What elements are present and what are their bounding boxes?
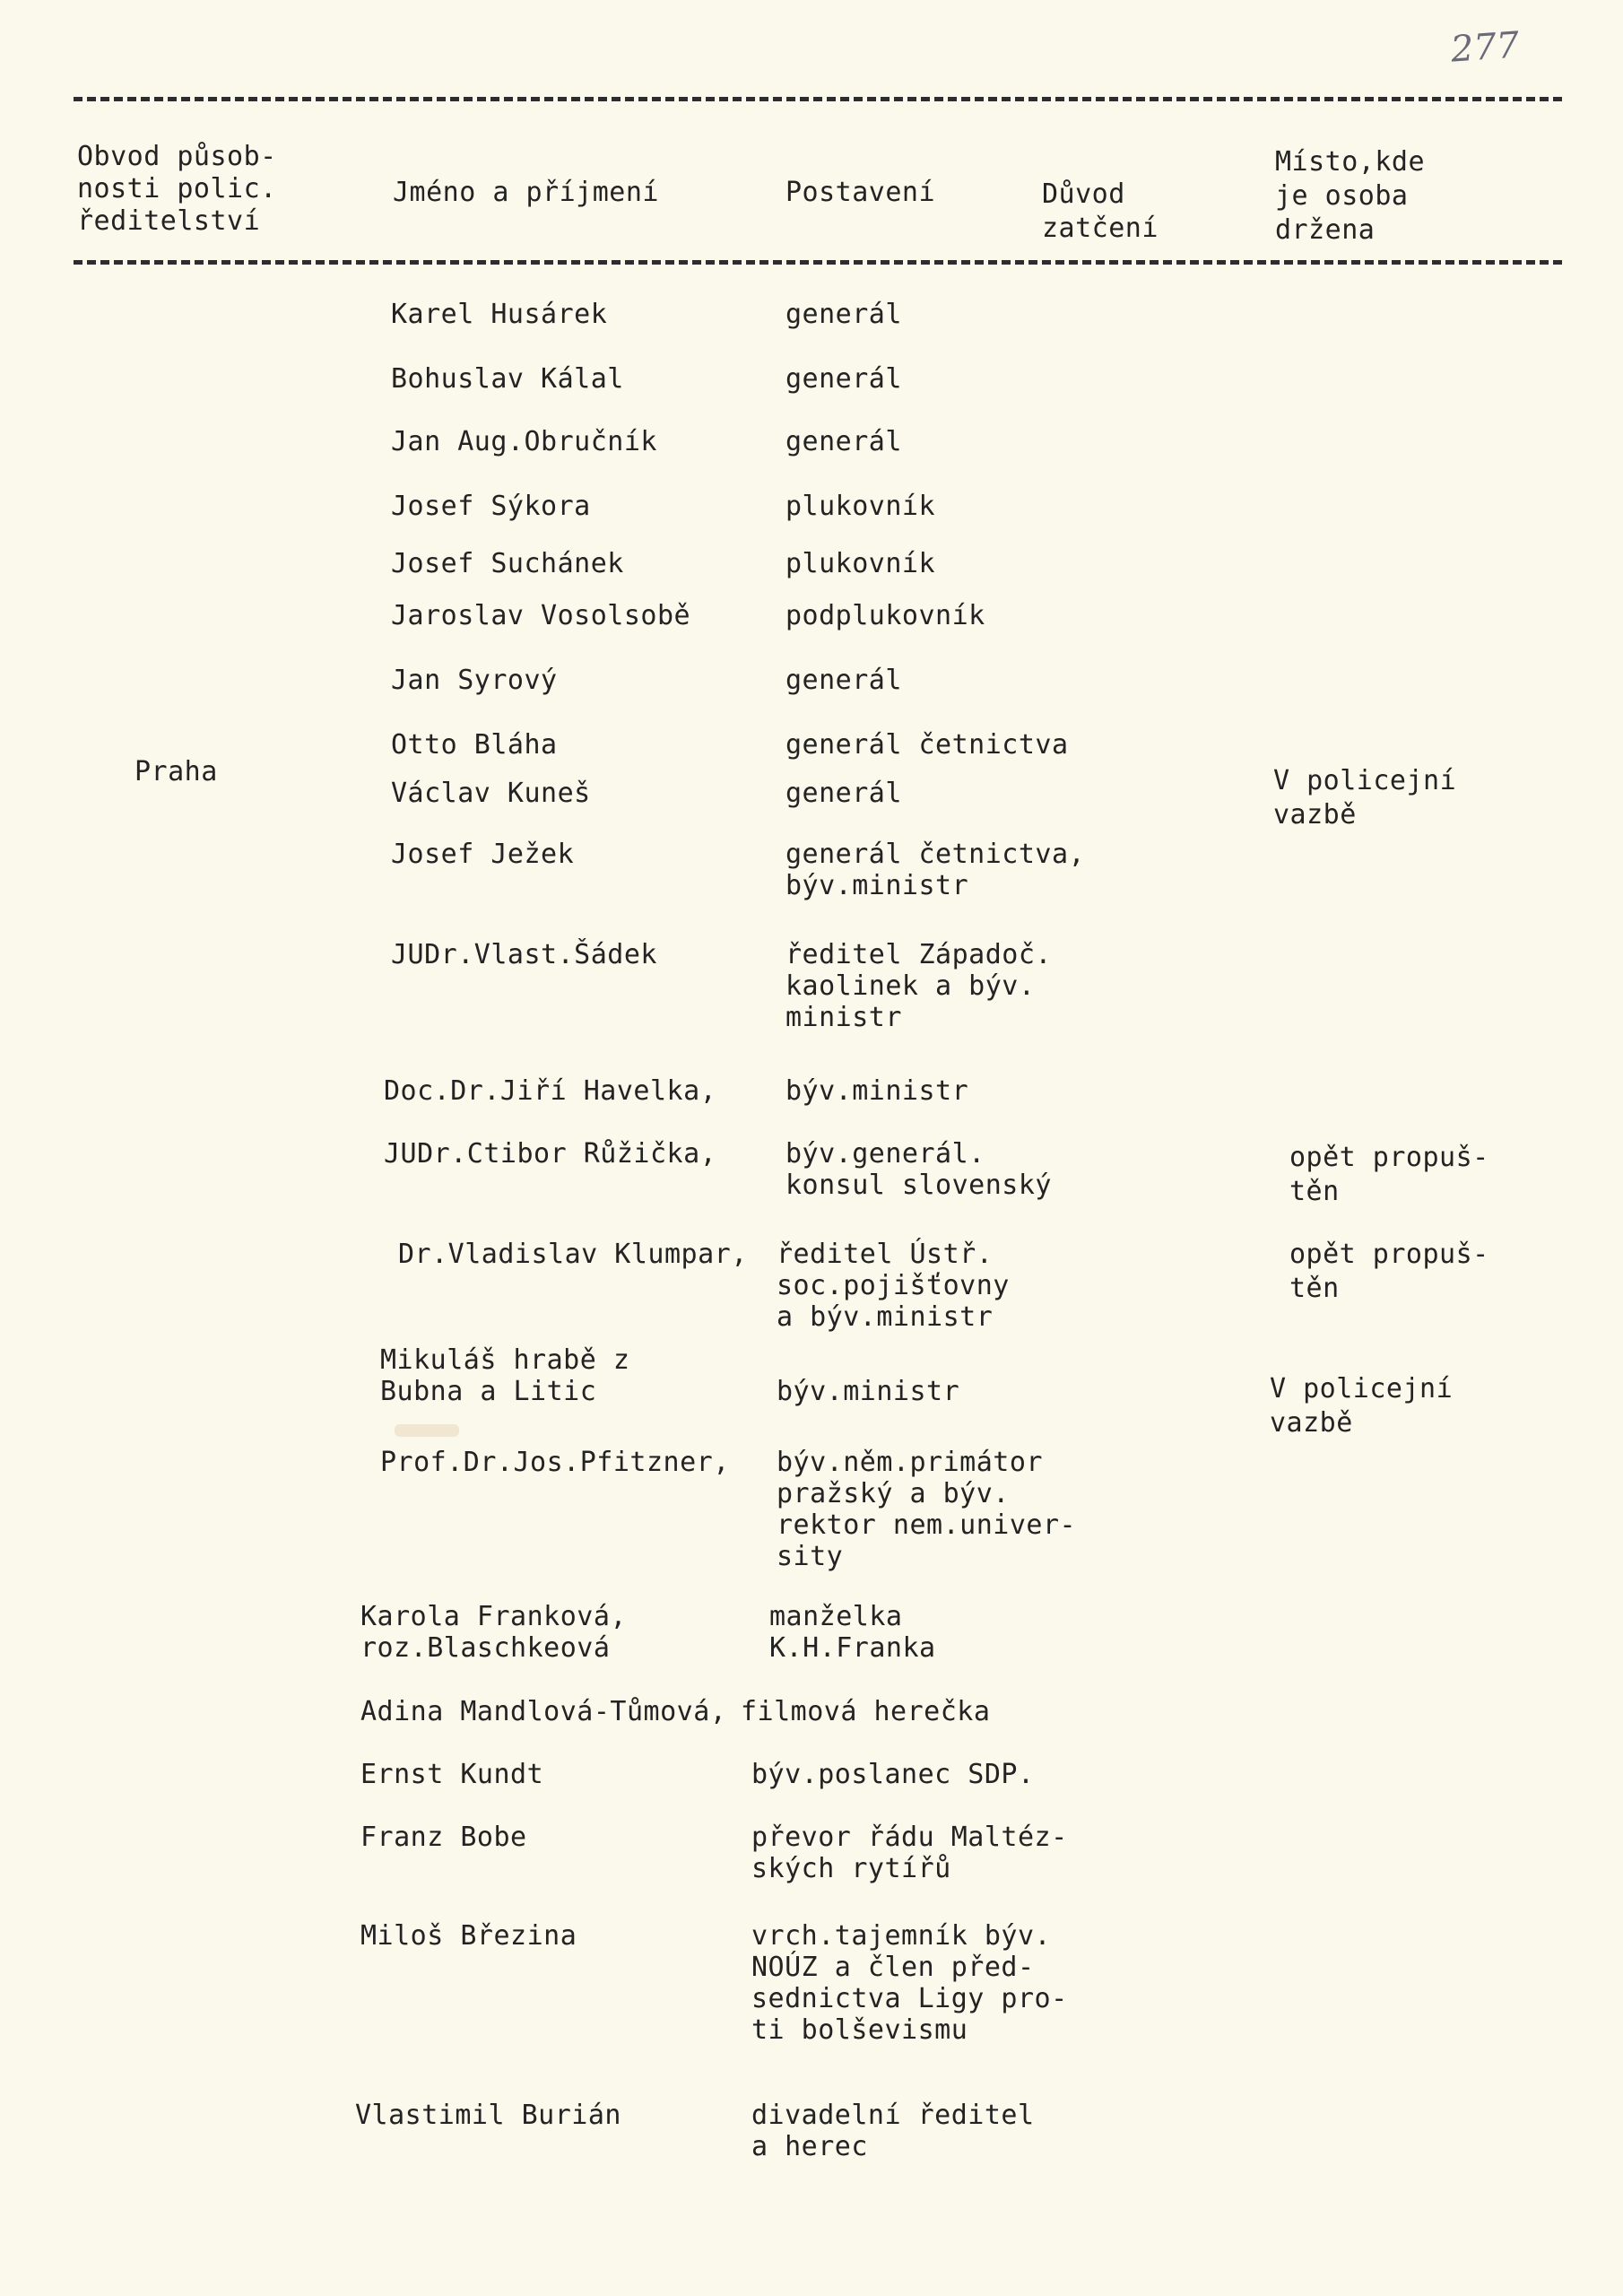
person-position: generál xyxy=(785,426,902,457)
person-position: ministr xyxy=(785,1002,902,1033)
person-position: generál xyxy=(785,363,902,395)
person-position: generál četnictva, xyxy=(785,839,1086,870)
person-position: býv.ministr xyxy=(785,870,969,901)
person-position: vrch.tajemník býv. xyxy=(751,1920,1052,1952)
person-position: ředitel Ústř. xyxy=(777,1239,994,1270)
person-name: Václav Kuneš xyxy=(391,778,591,809)
person-name: Josef Sýkora xyxy=(391,491,591,522)
person-position: plukovník xyxy=(785,548,936,579)
header-position: Postavení xyxy=(785,177,936,208)
person-name: Bohuslav Kálal xyxy=(391,363,624,395)
person-name: Prof.Dr.Jos.Pfitzner, xyxy=(380,1447,730,1478)
person-name: Doc.Dr.Jiří Havelka, xyxy=(384,1075,717,1107)
person-position: soc.pojišťovny xyxy=(777,1270,1010,1301)
person-position: kaolinek a býv. xyxy=(785,970,1036,1002)
detention-place: V policejní xyxy=(1273,765,1457,796)
person-name: Jan Syrový xyxy=(391,665,558,696)
detention-place: těn xyxy=(1289,1176,1340,1207)
detention-place: těn xyxy=(1289,1273,1340,1304)
person-position: generál xyxy=(785,778,902,809)
header-district-line-3: ředitelství xyxy=(77,205,261,237)
person-position: býv.něm.primátor xyxy=(777,1447,1043,1478)
person-name: roz.Blaschkeová xyxy=(360,1632,611,1664)
person-position: divadelní ředitel xyxy=(751,2100,1035,2131)
person-name: Josef Suchánek xyxy=(391,548,624,579)
person-position: generál xyxy=(785,299,902,330)
person-position: ti bolševismu xyxy=(751,2014,968,2046)
header-top-rule xyxy=(74,97,1562,101)
header-place-line-2: je osoba xyxy=(1275,180,1409,212)
person-name: Karola Franková, xyxy=(360,1601,627,1632)
person-position: generál četnictva xyxy=(785,729,1069,761)
person-position: plukovník xyxy=(785,491,936,522)
header-place-line-1: Místo,kde xyxy=(1275,146,1426,178)
person-name: Dr.Vladislav Klumpar, xyxy=(398,1239,748,1270)
person-position: sednictva Ligy pro- xyxy=(751,1983,1068,2014)
header-district-line-2: nosti polic. xyxy=(77,173,277,204)
detention-place: V policejní xyxy=(1270,1373,1454,1405)
person-name: Otto Bláha xyxy=(391,729,558,761)
person-position: ředitel Západoč. xyxy=(785,939,1052,970)
person-name: Mikuláš hrabě z xyxy=(380,1344,630,1376)
header-reason-line-1: Důvod xyxy=(1042,178,1125,210)
detention-place: opět propuš- xyxy=(1289,1142,1489,1173)
person-position: býv.generál. xyxy=(785,1138,985,1170)
person-position: ských rytířů xyxy=(751,1853,951,1884)
person-name: Josef Ježek xyxy=(391,839,575,870)
person-position: a herec xyxy=(751,2131,868,2162)
person-name: JUDr.Vlast.Šádek xyxy=(391,939,657,970)
detention-place: vazbě xyxy=(1273,799,1357,831)
person-position: filmová herečka xyxy=(741,1696,991,1727)
person-position: býv.ministr xyxy=(785,1075,969,1107)
person-position: býv.poslanec SDP. xyxy=(751,1759,1035,1790)
person-name: Ernst Kundt xyxy=(360,1759,544,1790)
person-position: konsul slovenský xyxy=(785,1170,1052,1201)
person-name: Karel Husárek xyxy=(391,299,608,330)
person-name: Miloš Březina xyxy=(360,1920,577,1952)
person-position: býv.ministr xyxy=(777,1376,960,1407)
detention-place: vazbě xyxy=(1270,1407,1353,1439)
person-position: generál xyxy=(785,665,902,696)
person-name: JUDr.Ctibor Růžička, xyxy=(384,1138,717,1170)
person-name: Jaroslav Vosolsobě xyxy=(391,600,691,631)
person-name: Jan Aug.Obručník xyxy=(391,426,657,457)
header-district-line-1: Obvod působ- xyxy=(77,141,277,172)
person-position: a býv.ministr xyxy=(777,1301,994,1333)
header-reason-line-2: zatčení xyxy=(1042,213,1159,244)
person-position: NOÚZ a člen před- xyxy=(751,1952,1035,1983)
person-position: sity xyxy=(777,1541,844,1572)
person-name: Adina Mandlová-Tůmová, xyxy=(360,1696,727,1727)
person-position: převor řádu Maltéz- xyxy=(751,1822,1068,1853)
person-name: Bubna a Litic xyxy=(380,1376,597,1407)
paper-stain xyxy=(395,1424,459,1437)
district-praha: Praha xyxy=(135,756,218,787)
person-position: K.H.Franka xyxy=(769,1632,936,1664)
person-position: rektor nem.univer- xyxy=(777,1509,1077,1541)
person-name: Vlastimil Burián xyxy=(355,2100,621,2131)
header-bottom-rule xyxy=(74,260,1562,265)
folio-number: 277 xyxy=(1449,24,1521,71)
header-name: Jméno a příjmení xyxy=(393,177,659,208)
person-position: podplukovník xyxy=(785,600,985,631)
person-name: Franz Bobe xyxy=(360,1822,527,1853)
person-position: pražský a býv. xyxy=(777,1478,1010,1509)
detention-place: opět propuš- xyxy=(1289,1239,1489,1270)
header-place-line-3: držena xyxy=(1275,214,1376,246)
person-position: manželka xyxy=(769,1601,903,1632)
